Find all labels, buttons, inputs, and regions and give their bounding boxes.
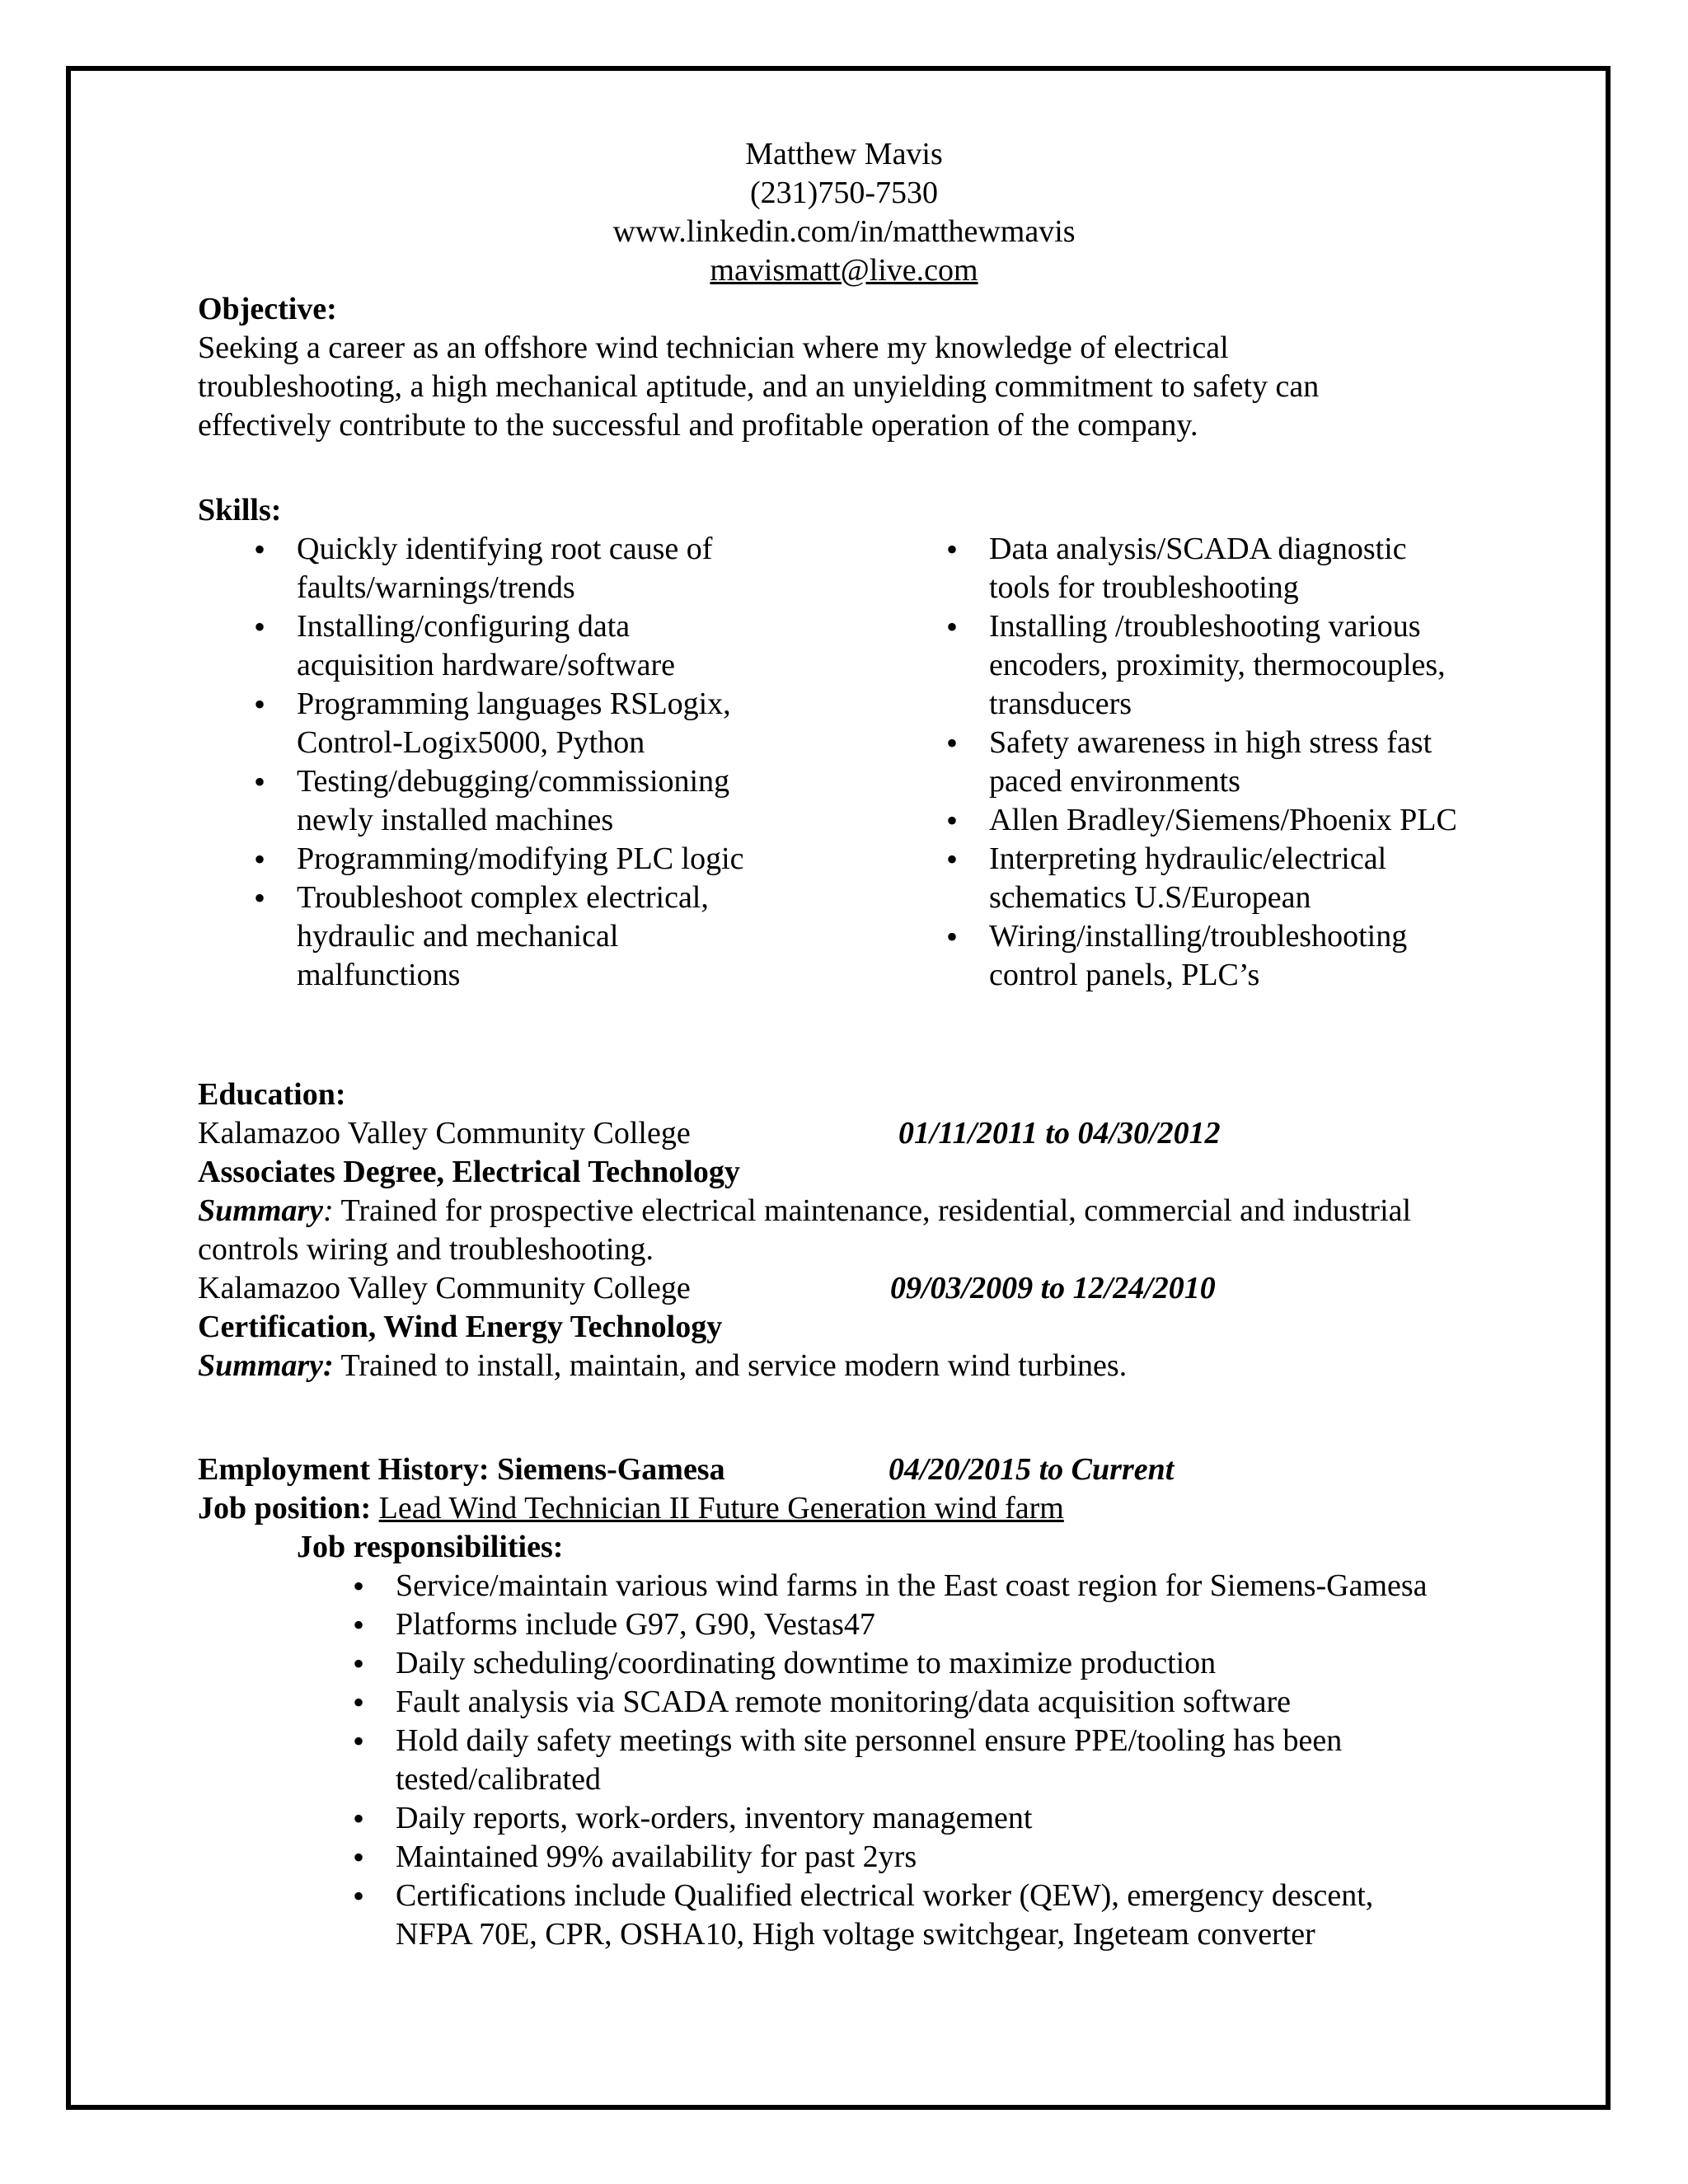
- skills-heading: Skills:: [198, 493, 282, 527]
- bullet-text-line: Control-Logix5000, Python: [297, 725, 645, 760]
- education-dates: 09/03/2009 to 12/24/2010: [890, 1271, 1216, 1305]
- bullet-text-line: tested/calibrated: [396, 1762, 601, 1797]
- bullet-text-line: Interpreting hydraulic/electrical: [989, 841, 1387, 876]
- education-summary: [198, 1347, 1127, 1385]
- bullet-text-line: Data analysis/SCADA diagnostic: [989, 532, 1407, 566]
- bullet-text-line: encoders, proximity, thermocouples,: [989, 648, 1446, 682]
- bullet-text-line: Certifications include Qualified electrical worker (QEW), emergency descent,: [396, 1878, 1374, 1913]
- skills-left-list: [247, 530, 744, 995]
- education-summary-line: controls wiring and troubleshooting.: [198, 1232, 654, 1267]
- bullet-text-line: paced environments: [989, 764, 1240, 799]
- summary-label: Summary:: [198, 1348, 334, 1383]
- bullet-text-line: Installing/configuring data: [297, 609, 631, 644]
- bullet-text-line: hydraulic and mechanical: [297, 919, 619, 954]
- bullet-item: [247, 530, 744, 607]
- job-position-row: [198, 1489, 1064, 1528]
- bullet-item: [346, 1605, 1428, 1644]
- bullet-item: [247, 840, 744, 879]
- employment-dates: 04/20/2015 to Current: [889, 1452, 1175, 1487]
- education-summary: [198, 1192, 1411, 1230]
- bullet-text-line: transducers: [989, 687, 1132, 721]
- education-school: Kalamazoo Valley Community College: [198, 1116, 691, 1151]
- bullet-text-line: newly installed machines: [297, 803, 614, 837]
- education-heading: Education:: [198, 1077, 346, 1112]
- job-position-label: Job position:: [198, 1491, 372, 1526]
- linkedin-url[interactable]: www.linkedin.com/in/matthewmavis: [612, 214, 1076, 249]
- objective-line: Seeking a career as an offshore wind technician where my knowledge of electrical: [198, 330, 1229, 365]
- bullet-text-line: Allen Bradley/Siemens/Phoenix PLC: [989, 803, 1457, 837]
- bullet-item: [247, 685, 744, 762]
- bullet-text-line: Hold daily safety meetings with site personnel ensure PPE/tooling has been: [396, 1723, 1343, 1758]
- bullet-text-line: Service/maintain various wind farms in the East coast region for Siemens-Gamesa: [396, 1568, 1428, 1603]
- objective-heading: Objective:: [198, 292, 337, 326]
- employment-heading: Employment History: Siemens-Gamesa: [198, 1452, 725, 1487]
- education-degree: Associates Degree, Electrical Technology: [198, 1155, 740, 1189]
- education-dates: 01/11/2011 to 04/30/2012: [898, 1116, 1221, 1151]
- bullet-text-line: malfunctions: [297, 958, 461, 992]
- summary-text: Trained to install, maintain, and service modern wind turbines.: [333, 1348, 1128, 1383]
- bullet-text-line: Wiring/installing/troubleshooting: [989, 919, 1408, 954]
- bullet-item: [940, 724, 1457, 801]
- bullet-item: [247, 607, 744, 685]
- bullet-item: [247, 762, 744, 840]
- bullet-item: [940, 530, 1457, 607]
- bullet-item: [247, 879, 744, 995]
- bullet-text-line: Daily reports, work-orders, inventory management: [396, 1801, 1033, 1835]
- bullet-item: [346, 1877, 1428, 1954]
- bullet-item: [346, 1683, 1428, 1722]
- bullet-text-line: tools for troubleshooting: [989, 570, 1299, 605]
- objective-line: troubleshooting, a high mechanical aptitude, and an unyielding commitment to safety can: [198, 369, 1320, 404]
- bullet-text-line: Maintained 99% availability for past 2yrs: [396, 1840, 917, 1874]
- bullet-text-line: Testing/debugging/commissioning: [297, 764, 730, 799]
- bullet-text-line: schematics U.S/European: [989, 880, 1311, 915]
- bullet-text-line: NFPA 70E, CPR, OSHA10, High voltage switchgear, Ingeteam converter: [396, 1917, 1315, 1952]
- bullet-item: [940, 917, 1457, 995]
- bullet-item: [940, 840, 1457, 917]
- skills-right-list: [940, 530, 1457, 995]
- education-school: Kalamazoo Valley Community College: [198, 1271, 691, 1305]
- bullet-text-line: Safety awareness in high stress fast: [989, 725, 1432, 760]
- bullet-text-line: Troubleshoot complex electrical,: [297, 880, 709, 915]
- bullet-text-line: Fault analysis via SCADA remote monitoring/data acquisition software: [396, 1685, 1291, 1719]
- bullet-item: [346, 1838, 1428, 1877]
- bullet-text-line: Installing /troubleshooting various: [989, 609, 1421, 644]
- candidate-name: Matthew Mavis: [745, 137, 943, 171]
- bullet-item: [346, 1644, 1428, 1683]
- bullet-text-line: Quickly identifying root cause of: [297, 532, 713, 566]
- bullet-text-line: Daily scheduling/coordinating downtime to maximize production: [396, 1646, 1217, 1680]
- bullet-text-line: control panels, PLC’s: [989, 958, 1260, 992]
- summary-label: Summary: [198, 1193, 324, 1228]
- summary-text: Trained for prospective electrical maintenance, residential, commercial and industrial: [333, 1193, 1412, 1228]
- bullet-text-line: Platforms include G97, G90, Vestas47: [396, 1607, 875, 1642]
- education-degree: Certification, Wind Energy Technology: [198, 1310, 723, 1344]
- bullet-text-line: faults/warnings/trends: [297, 570, 575, 605]
- bullet-text-line: acquisition hardware/software: [297, 648, 675, 682]
- phone-number: (231)750-7530: [750, 176, 938, 210]
- email-link[interactable]: mavismatt@live.com: [710, 253, 978, 288]
- job-responsibilities-heading: Job responsibilities:: [297, 1530, 564, 1564]
- bullet-text-line: Programming languages RSLogix,: [297, 687, 731, 721]
- bullet-item: [346, 1722, 1428, 1799]
- bullet-item: [940, 801, 1457, 840]
- summary-colon: :: [323, 1193, 334, 1228]
- responsibilities-list: [346, 1567, 1428, 1954]
- job-position-title: Lead Wind Technician II Future Generation wind farm: [378, 1491, 1064, 1526]
- bullet-item: [346, 1567, 1428, 1605]
- bullet-text-line: Programming/modifying PLC logic: [297, 841, 744, 876]
- objective-line: effectively contribute to the successful and profitable operation of the company.: [198, 408, 1198, 443]
- bullet-item: [346, 1799, 1428, 1838]
- bullet-item: [940, 607, 1457, 724]
